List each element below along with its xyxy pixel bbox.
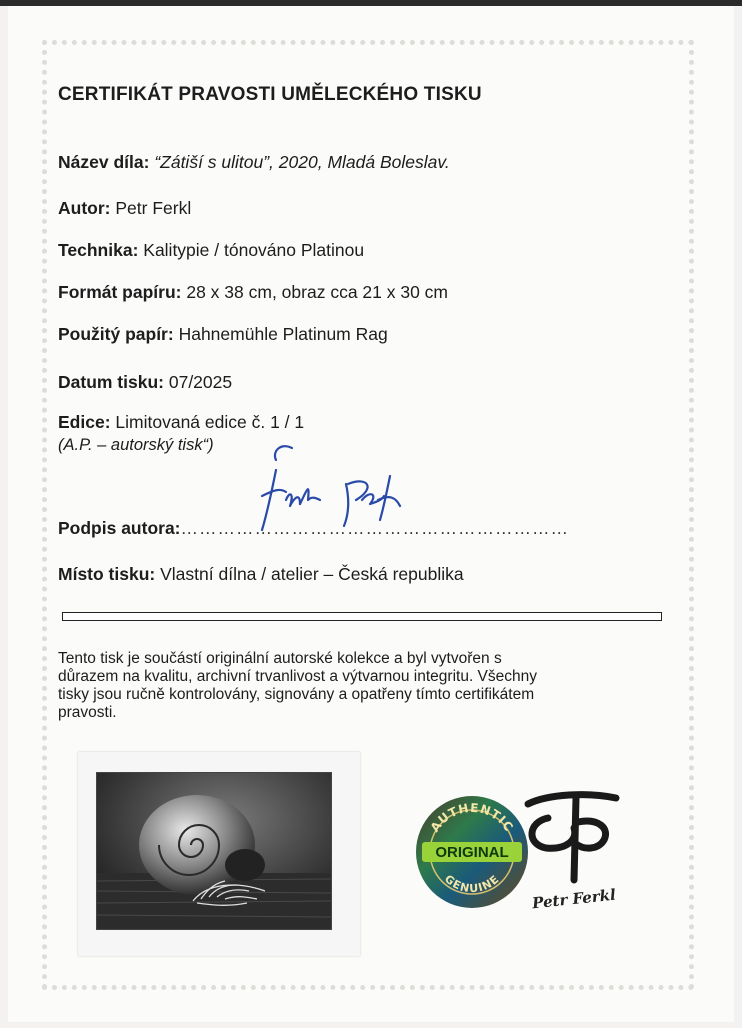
author-label: Autor: <box>58 198 111 218</box>
technique-label: Technika: <box>58 240 139 260</box>
edition-row <box>58 412 304 433</box>
print-date-value: 07/2025 <box>168 372 233 392</box>
seal-middle-text: ORIGINAL <box>435 844 509 861</box>
authentic-original-seal <box>412 792 532 912</box>
author-row <box>58 198 191 219</box>
edition-value: Limitovaná edice č. 1 / 1 <box>115 412 305 432</box>
print-date-row <box>58 372 232 393</box>
technique-value: Kalitypie / tónováno Platinou <box>143 240 365 260</box>
seal-bottom-text: GENUINE <box>441 872 503 896</box>
edition-note <box>58 436 214 455</box>
print-place-row <box>58 564 464 585</box>
paper-type-row <box>58 324 388 345</box>
horizontal-divider <box>62 612 662 621</box>
paragraph-line: Tento tisk je součástí originální autorské kolekce a byl vytvořen s <box>58 650 502 667</box>
seal-top-text: AUTHENTIC <box>427 800 517 835</box>
paragraph-line: důrazem na kvalitu, archivní trvanlivost a výtvarnou integritu. Všechny <box>58 668 538 685</box>
paper-type-label: Použitý papír: <box>58 324 174 344</box>
certificate-title: CERTIFIKÁT PRAVOSTI UMĚLECKÉHO TISKU <box>58 84 482 105</box>
snail-shell-photo <box>96 772 332 930</box>
technique-row <box>58 240 364 261</box>
signature-dotted-line: ……………………………………………………… <box>180 518 570 538</box>
paper-format-value: 28 x 38 cm, obraz cca 21 x 30 cm <box>186 282 449 302</box>
pf-monogram-logo-icon <box>518 788 628 888</box>
logo-artist-name: Petr Ferkl <box>531 885 617 913</box>
paragraph-line: pravosti. <box>58 704 117 721</box>
print-place-value: Vlastní dílna / atelier – Česká republika <box>160 564 464 584</box>
paper-format-row <box>58 282 448 303</box>
paper-format-label: Formát papíru: <box>58 282 182 302</box>
print-thumbnail <box>78 752 360 956</box>
paragraph-line: tisky jsou ručně kontrolovány, signovány a opatřeny tímto certifikátem <box>58 686 535 703</box>
paper-type-value: Hahnemühle Platinum Rag <box>178 324 388 344</box>
signature-row <box>58 518 569 539</box>
author-value: Petr Ferkl <box>115 198 192 218</box>
print-place-label: Místo tisku: <box>58 564 156 584</box>
artwork-name-value: “Zátiší s ulitou”, 2020, Mladá Boleslav. <box>154 152 450 172</box>
artwork-name-label: Název díla: <box>58 152 150 172</box>
certificate-paragraph <box>58 650 678 722</box>
print-date-label: Datum tisku: <box>58 372 164 392</box>
edition-note-text: (A.P. – autorský tisk“) <box>58 436 214 454</box>
artwork-name-row <box>58 152 450 173</box>
edition-label: Edice: <box>58 412 111 432</box>
signature-label: Podpis autora: <box>58 518 181 538</box>
